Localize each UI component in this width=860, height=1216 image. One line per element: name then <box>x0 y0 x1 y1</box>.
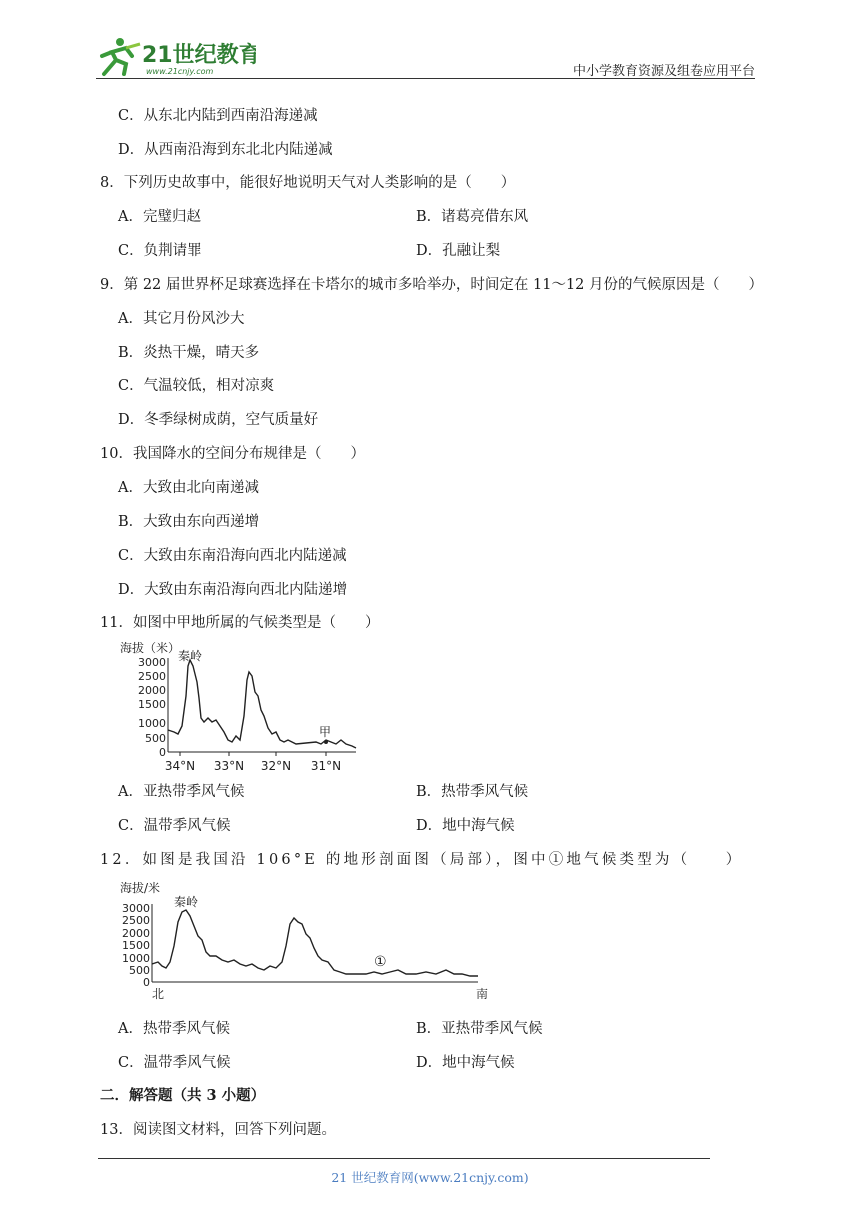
q8-option-b[interactable]: B．诸葛亮借东风 <box>416 209 529 225</box>
section-title: 二．解答题（共 3 小题） <box>100 1087 266 1104</box>
q12-terrain-line <box>152 910 478 976</box>
q8-stem: 8．下列历史故事中，能很好地说明天气对人类影响的是（ ） <box>100 175 516 191</box>
q12-yticks <box>122 902 150 989</box>
q11-xtick: 34°N <box>164 759 196 773</box>
q10-option-c[interactable]: C．大致由东南沿海向西北内陆递减 <box>118 548 347 564</box>
runner-logo-icon <box>102 38 140 74</box>
q12-ytick: 3000 <box>122 902 150 915</box>
q10-option-d[interactable]: D．大致由东南沿海向西北内陆递增 <box>118 582 348 598</box>
q12-terrain-profile <box>116 876 496 1006</box>
q12-point-label: ① <box>374 954 387 970</box>
header-divider <box>96 78 755 79</box>
q11-yticks <box>138 656 166 759</box>
q11-option-a[interactable]: A．亚热带季风气候 <box>118 784 245 800</box>
q11-ytick: 2500 <box>138 670 166 683</box>
q12-stem: 12．如图是我国沿 106°E 的地形剖面图（局部），图中①地气候类型为（ ） <box>100 852 744 868</box>
q12-option-b[interactable]: B．亚热带季风气候 <box>416 1021 543 1037</box>
q12-option-c[interactable]: C．温带季风气候 <box>118 1055 231 1071</box>
q12-ytick: 500 <box>129 964 150 977</box>
q11-xtick: 31°N <box>310 759 342 773</box>
q11-ytick: 2000 <box>138 684 166 697</box>
q8-option-c[interactable]: C．负荆请罪 <box>118 243 202 259</box>
q11-ytick: 1500 <box>138 698 166 711</box>
q11-ytick: 500 <box>145 732 166 745</box>
q8-option-a[interactable]: A．完璧归赵 <box>118 209 201 225</box>
q11-ylabel: 海拔（米） <box>120 641 181 655</box>
q11-option-b[interactable]: B．热带季风气候 <box>416 784 529 800</box>
q11-point-label: 甲 <box>319 725 332 739</box>
q9-stem: 9．第 22 届世界杯足球赛选择在卡塔尔的城市多哈举办，时间定在 11～12 月份的气候原因是（ ） <box>100 277 764 293</box>
q11-xtick: 32°N <box>260 759 292 773</box>
q7-option-c[interactable]: C．从东北内陆到西南沿海递减 <box>118 108 318 124</box>
q9-option-c[interactable]: C．气温较低，相对凉爽 <box>118 378 275 394</box>
q12-north-label: 北 <box>152 987 165 1001</box>
q13-stem: 13．阅读图文材料，回答下列问题。 <box>100 1122 336 1138</box>
q11-ytick: 0 <box>159 746 166 759</box>
footer-link[interactable]: 21 世纪教育网(www.21cnjy.com) <box>331 1170 529 1185</box>
q11-ytick: 3000 <box>138 656 166 669</box>
q11-option-c[interactable]: C．温带季风气候 <box>118 818 231 834</box>
q12-south-label: 南 <box>476 987 489 1001</box>
q12-ylabel: 海拔/米 <box>120 881 161 895</box>
logo-title: 21世纪教育 <box>142 43 256 68</box>
q11-option-d[interactable]: D．地中海气候 <box>416 818 515 834</box>
footer-divider <box>98 1158 710 1159</box>
q12-ytick: 2000 <box>122 927 150 940</box>
q12-ytick: 1500 <box>122 939 150 952</box>
q11-xticks <box>165 752 341 773</box>
q9-option-b[interactable]: B．炎热干燥，晴天多 <box>118 345 260 361</box>
q11-ytick: 1000 <box>138 717 166 730</box>
q12-ytick: 0 <box>143 976 150 989</box>
logo-url: www.21cnjy.com <box>146 67 214 76</box>
q11-xtick: 33°N <box>213 759 245 773</box>
site-logo[interactable] <box>96 34 256 78</box>
q11-stem: 11．如图中甲地所属的气候类型是（ ） <box>100 615 380 631</box>
q8-option-d[interactable]: D．孔融让梨 <box>416 243 501 259</box>
q9-option-a[interactable]: A．其它月份风沙大 <box>118 311 245 327</box>
q7-option-d[interactable]: D．从西南沿海到东北北内陆递减 <box>118 142 333 158</box>
q12-ytick: 2500 <box>122 914 150 927</box>
q11-peak-label: 秦岭 <box>178 649 203 663</box>
q10-option-b[interactable]: B．大致由东向西递增 <box>118 514 260 530</box>
header-platform-title: 中小学教育资源及组卷应用平台 <box>572 64 755 79</box>
q11-terrain-profile <box>116 636 366 776</box>
q9-option-d[interactable]: D．冬季绿树成荫，空气质量好 <box>118 412 319 428</box>
q12-peak-label: 秦岭 <box>174 895 199 909</box>
q10-option-a[interactable]: A．大致由北向南递减 <box>118 480 259 496</box>
q12-option-d[interactable]: D．地中海气候 <box>416 1055 515 1071</box>
q12-ytick: 1000 <box>122 952 150 965</box>
q10-stem: 10．我国降水的空间分布规律是（ ） <box>100 446 365 462</box>
q12-option-a[interactable]: A．热带季风气候 <box>118 1021 230 1037</box>
q11-point-marker <box>324 740 328 744</box>
